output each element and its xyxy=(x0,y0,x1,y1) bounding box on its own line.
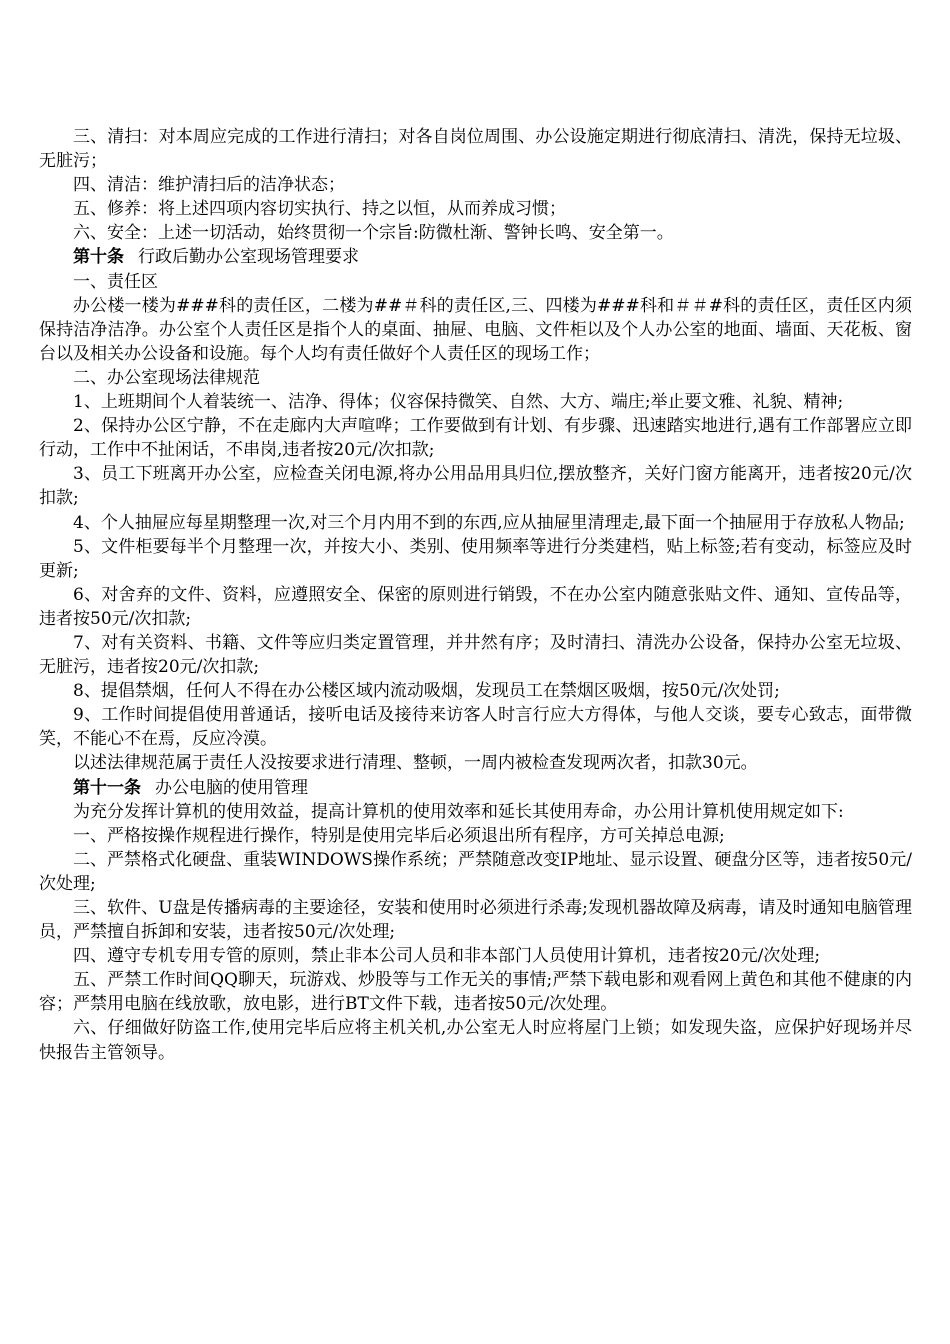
article-10-heading xyxy=(39,245,912,269)
article-10-paragraph: 2、保持办公区宁静，不在走廊内大声喧哗；工作要做到有计划、有步骤、迅速踏实地进行,遇有工作部署应立即行动，工作中不扯闲话，不串岗,违者按20元/次扣款; xyxy=(39,416,912,461)
article-11-paragraph: 五、严禁工作时间QQ聊天，玩游戏、炒股等与工作无关的事情;严禁下载电影和观看网上黄色和其他不健康的内容；严禁用电脑在线放歌，放电影，进行BT文件下载，违者按50元/次处理。 xyxy=(39,970,912,1015)
article-10-paragraph: 6、对舍弃的文件、资料，应遵照安全、保密的原则进行销毁，不在办公室内随意张贴文件、通知、宣传品等，违者按50元/次扣款; xyxy=(39,584,912,629)
article-10-paragraph: 一、责任区 xyxy=(73,271,158,292)
article-11-paragraph: 为充分发挥计算机的使用效益，提高计算机的使用效率和延长其使用寿命，办公用计算机使用规定如下: xyxy=(73,801,844,822)
article-10-paragraph: 1、上班期间个人着装统一、洁净、得体；仪容保持微笑、自然、大方、端庄;举止要文雅、礼貌、精神; xyxy=(73,392,844,413)
article-10-paragraph: 4、个人抽屉应每星期整理一次,对三个月内用不到的东西,应从抽屉里清理走,最下面一个抽屉用于存放私人物品; xyxy=(73,512,905,533)
article-10-paragraph: 以述法律规范属于责任人没按要求进行清理、整顿，一周内被检查发现两次者，扣款30元。 xyxy=(73,753,758,774)
article-10-paragraph: 9、工作时间提倡使用普通话，接听电话及接待来访客人时言行应大方得体，与他人交谈，要专心致志，面带微笑，不能心不在焉，反应冷漠。 xyxy=(39,705,912,750)
paragraph-cleanliness: 四、清洁：维护清扫后的洁净状态； xyxy=(73,175,345,196)
article-10-paragraph: 7、对有关资料、书籍、文件等应归类定置管理，并井然有序；及时清扫、清洗办公设备，保持办公室无垃圾、无脏污，违者按20元/次扣款; xyxy=(39,632,912,678)
article-11-paragraph: 一、严格按操作规程进行操作，特别是使用完毕后必须退出所有程序，方可关掉总电源; xyxy=(73,825,725,846)
paragraph-discipline: 五、修养：将上述四项内容切实执行、持之以恒，从而养成习惯； xyxy=(73,199,566,220)
paragraph-cleaning: 三、清扫：对本周应完成的工作进行清扫；对各自岗位周围、办公设施定期进行彻底清扫、清洗，保持无垃圾、无脏污； xyxy=(39,127,912,172)
article-11-paragraph: 三、软件、U盘是传播病毒的主要途径，安装和使用时必须进行杀毒;发现机器故障及病毒，请及时通知电脑管理员，严禁擅自拆卸和安装，违者按50元/次处理; xyxy=(39,898,912,943)
article-10-title: 行政后勤办公室现场管理要求 xyxy=(138,247,359,268)
article-11-paragraph: 四、遵守专机专用专管的原则，禁止非本公司人员和非本部门人员使用计算机，违者按20元/次处理; xyxy=(73,946,821,967)
article-11-paragraph: 二、严禁格式化硬盘、重装WINDOWS操作系统；严禁随意改变IP地址、显示设置、硬盘分区等，违者按50元/次处理; xyxy=(39,849,912,894)
article-10-paragraph: 办公楼一楼为###科的责任区，二楼为##＃科的责任区,三、四楼为###科和＃＃#科的责任区，责任区内须保持洁净洁净。办公室个人责任区是指个人的桌面、抽屉、电脑、文件柜以及个人办公室的地面、墙面、天花板、窗台以及相关办公设备和设施。每个人均有责任做好个人责任区的现场工作； xyxy=(39,295,912,364)
article-11-label: 第十一条 xyxy=(73,777,141,798)
paragraph-safety: 六、安全：上述一切活动，始终贯彻一个宗旨:防微杜渐、警钟长鸣、安全第一。 xyxy=(73,223,674,244)
article-10-paragraph: 8、提倡禁烟，任何人不得在办公楼区域内流动吸烟，发现员工在禁烟区吸烟，按50元/次处罚; xyxy=(73,681,780,702)
article-11-title: 办公电脑的使用管理 xyxy=(155,777,308,798)
article-10-paragraph: 二、办公室现场法律规范 xyxy=(73,367,260,388)
article-11-heading xyxy=(39,776,912,800)
article-10-paragraph: 3、员工下班离开办公室，应检查关闭电源,将办公用品用具归位,摆放整齐，关好门窗方能离开，违者按20元/次扣款; xyxy=(39,464,912,509)
article-10-paragraph: 5、文件柜要每半个月整理一次，并按大小、类别、使用频率等进行分类建档，贴上标签;若有变动，标签应及时更新; xyxy=(39,536,912,581)
article-10-label: 第十条 xyxy=(73,247,124,268)
article-11-paragraph: 六、仔细做好防盗工作,使用完毕后应将主机关机,办公室无人时应将屋门上锁；如发现失盗，应保护好现场并尽快报告主管领导。 xyxy=(39,1018,912,1063)
